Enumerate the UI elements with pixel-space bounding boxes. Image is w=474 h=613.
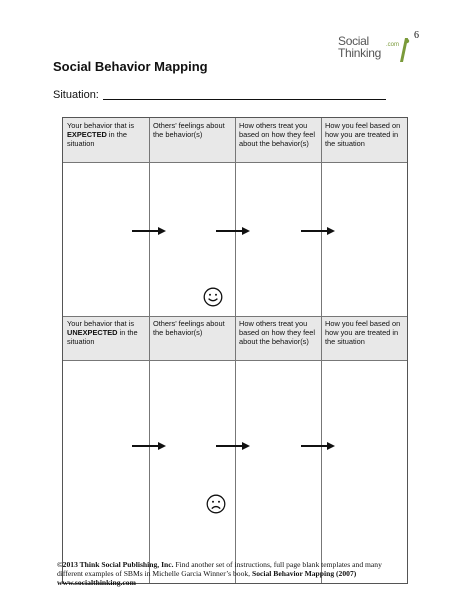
sad-face-icon xyxy=(206,494,226,514)
expected-header-treatment: How others treat you based on how they feel about the behavior(s) xyxy=(235,118,321,162)
right-arrow-icon xyxy=(215,441,251,451)
situation-input-line[interactable] xyxy=(103,99,386,100)
page-title: Social Behavior Mapping xyxy=(53,59,208,74)
behavior-mapping-grid xyxy=(62,117,408,584)
expected-your-feelings-cell[interactable] xyxy=(321,163,407,316)
social-thinking-logo xyxy=(338,34,410,66)
logo-mark-icon xyxy=(398,36,410,64)
logo-text-social: Social xyxy=(338,34,369,48)
unexpected-header-your-feelings: How you feel based on how you are treated in the situation xyxy=(321,316,407,360)
unexpected-your-feelings-cell[interactable] xyxy=(321,361,407,583)
footer-copyright-holder: ©2013 Think Social Publishing, Inc. xyxy=(57,560,174,569)
right-arrow-icon xyxy=(300,441,336,451)
footer-line-3 xyxy=(57,578,427,587)
expected-header-behavior-post: in the situation xyxy=(67,130,127,148)
right-arrow-icon xyxy=(131,441,167,451)
right-arrow-icon xyxy=(300,226,336,236)
right-arrow-icon xyxy=(215,226,251,236)
footer-website-link[interactable]: www.socialthinking.com xyxy=(57,578,136,587)
situation-label: Situation: xyxy=(53,89,99,101)
unexpected-header-behavior-pre: Your behavior that is xyxy=(67,319,135,328)
right-arrow-icon xyxy=(131,226,167,236)
unexpected-feelings-cell[interactable] xyxy=(149,361,235,583)
unexpected-header-treatment: How others treat you based on how they feel about the behavior(s) xyxy=(235,316,321,360)
unexpected-behavior-cell[interactable] xyxy=(63,361,149,583)
logo-text-thinking: Thinking xyxy=(338,46,381,60)
footer-line-2-text: different examples of SBMs in Michelle Garcia Winner’s book, xyxy=(57,569,252,578)
footer-line-1 xyxy=(57,560,427,569)
unexpected-header-behavior-bold: UNEXPECTED xyxy=(67,328,118,337)
unexpected-header-behavior xyxy=(63,316,149,360)
smiley-face-icon xyxy=(203,287,223,307)
unexpected-header-feelings: Others’ feelings about the behavior(s) xyxy=(149,316,235,360)
expected-header-behavior-bold: EXPECTED xyxy=(67,130,107,139)
expected-header-behavior-pre: Your behavior that is xyxy=(67,121,135,130)
logo-text-com: .com xyxy=(386,42,400,48)
expected-treatment-cell[interactable] xyxy=(235,163,321,316)
footer-line-1-text: Find another set of instructions, full page blank templates and many xyxy=(173,560,382,569)
expected-header-behavior xyxy=(63,118,149,162)
expected-header-your-feelings: How you feel based on how you are treated in the situation xyxy=(321,118,407,162)
page-number: 6 xyxy=(414,30,419,41)
footer-book-title: Social Behavior Mapping (2007) xyxy=(251,569,357,578)
unexpected-header-behavior-post: in the situation xyxy=(67,328,138,346)
unexpected-treatment-cell[interactable] xyxy=(235,361,321,583)
row-divider xyxy=(63,316,407,317)
expected-header-feelings: Others’ feelings about the behavior(s) xyxy=(149,118,235,162)
expected-behavior-cell[interactable] xyxy=(63,163,149,316)
footer-line-2 xyxy=(57,569,427,578)
footer-copyright xyxy=(57,560,427,587)
